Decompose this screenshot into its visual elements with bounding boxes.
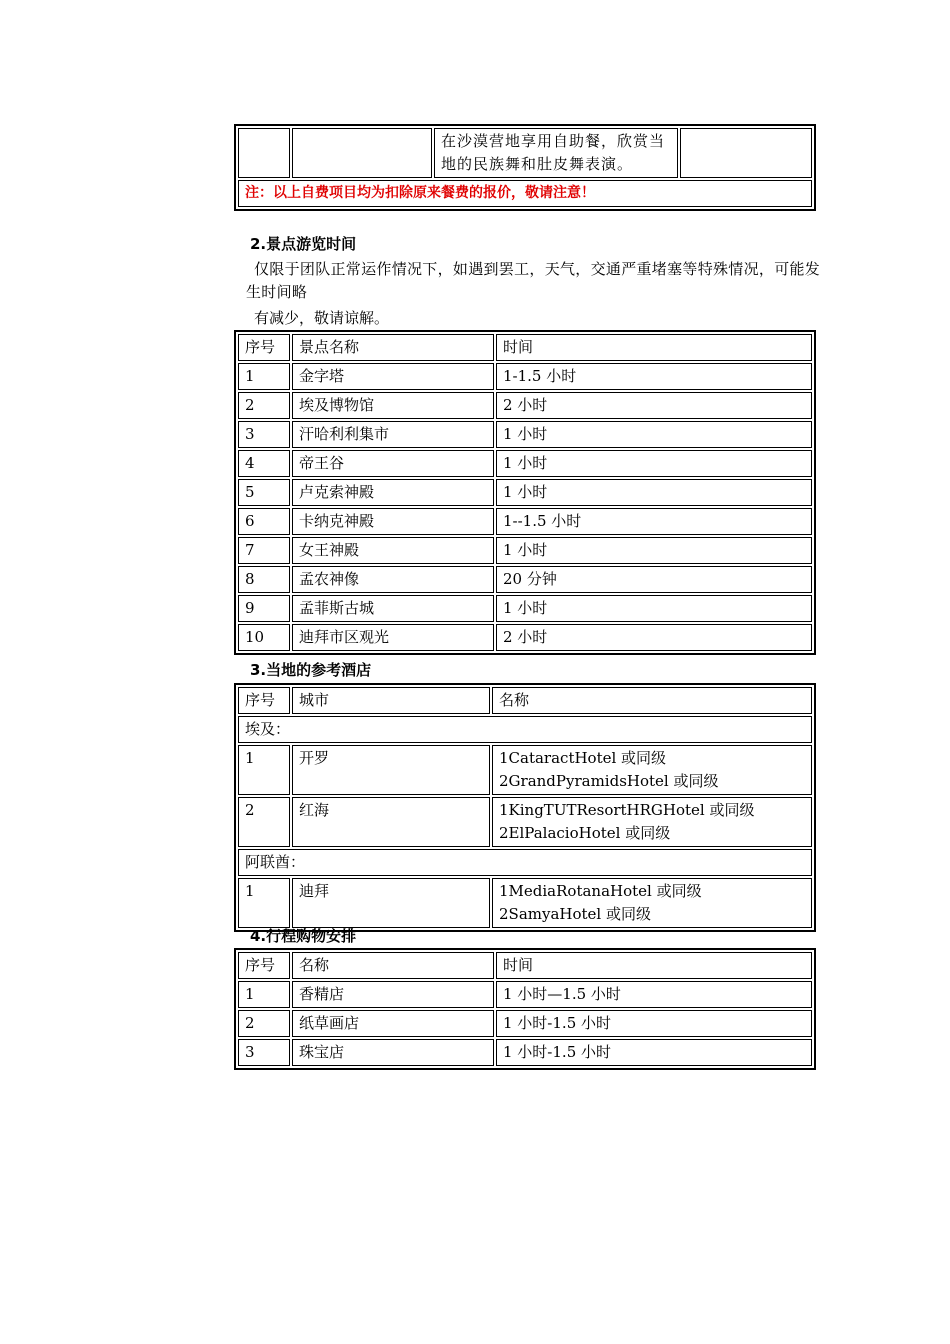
row-time: 1 小时-1.5 小时 bbox=[496, 1039, 812, 1066]
row-hotels bbox=[492, 745, 812, 795]
table-row bbox=[238, 128, 812, 178]
table-row bbox=[238, 981, 812, 1008]
row-no: 9 bbox=[238, 595, 290, 622]
note-row bbox=[238, 180, 812, 207]
row-no: 4 bbox=[238, 450, 290, 477]
row-time: 1 小时—1.5 小时 bbox=[496, 981, 812, 1008]
row-name: 纸草画店 bbox=[292, 1010, 494, 1037]
row-name: 帝王谷 bbox=[292, 450, 494, 477]
table-row bbox=[238, 537, 812, 564]
row-no: 8 bbox=[238, 566, 290, 593]
header-name: 名称 bbox=[292, 952, 494, 979]
row-time: 1 小时 bbox=[496, 479, 812, 506]
table-row bbox=[238, 797, 812, 847]
row-no: 1 bbox=[238, 981, 290, 1008]
table-row bbox=[238, 479, 812, 506]
table-row bbox=[238, 392, 812, 419]
table-row bbox=[238, 508, 812, 535]
table-header-row bbox=[238, 687, 812, 714]
row-time: 2 小时 bbox=[496, 392, 812, 419]
hotels-table bbox=[234, 683, 816, 932]
row-hotels bbox=[492, 797, 812, 847]
row-time: 1 小时 bbox=[496, 595, 812, 622]
hotel-line: 2SamyaHotel 或同级 bbox=[499, 905, 651, 923]
header-no: 序号 bbox=[238, 952, 290, 979]
hotel-line: 2GrandPyramidsHotel 或同级 bbox=[499, 772, 719, 790]
table-row bbox=[238, 1010, 812, 1037]
section-title-hotels: 3.当地的参考酒店 bbox=[250, 661, 372, 679]
row-time: 1--1.5 小时 bbox=[496, 508, 812, 535]
table-row bbox=[238, 745, 812, 795]
hotel-line: 1MediaRotanaHotel 或同级 bbox=[499, 882, 702, 900]
row-city: 开罗 bbox=[292, 745, 490, 795]
row-name: 埃及博物馆 bbox=[292, 392, 494, 419]
group-label: 埃及： bbox=[238, 716, 812, 743]
row-no: 1 bbox=[238, 745, 290, 795]
row-no: 1 bbox=[238, 878, 290, 928]
row-time: 2 小时 bbox=[496, 624, 812, 651]
table-header-row bbox=[238, 334, 812, 361]
row-name: 汗哈利利集市 bbox=[292, 421, 494, 448]
row-name: 香精店 bbox=[292, 981, 494, 1008]
table-row bbox=[238, 878, 812, 928]
row-no: 10 bbox=[238, 624, 290, 651]
row-no: 2 bbox=[238, 1010, 290, 1037]
row-name: 孟菲斯古城 bbox=[292, 595, 494, 622]
row-name: 卡纳克神殿 bbox=[292, 508, 494, 535]
hotel-line: 2ElPalacioHotel 或同级 bbox=[499, 824, 671, 842]
row-name: 金字塔 bbox=[292, 363, 494, 390]
header-name: 景点名称 bbox=[292, 334, 494, 361]
table-cell bbox=[238, 128, 290, 178]
hotel-line: 1KingTUTResortHRGHotel 或同级 bbox=[499, 801, 755, 819]
group-label: 阿联酋： bbox=[238, 849, 812, 876]
table-row bbox=[238, 566, 812, 593]
shopping-table bbox=[234, 948, 816, 1070]
row-no: 2 bbox=[238, 392, 290, 419]
row-name: 女王神殿 bbox=[292, 537, 494, 564]
row-no: 2 bbox=[238, 797, 290, 847]
table-row bbox=[238, 595, 812, 622]
row-name: 孟农神像 bbox=[292, 566, 494, 593]
section-title-sightseeing: 2.景点游览时间 bbox=[250, 235, 357, 253]
row-hotels bbox=[492, 878, 812, 928]
row-city: 红海 bbox=[292, 797, 490, 847]
header-no: 序号 bbox=[238, 687, 290, 714]
row-name: 卢克索神殿 bbox=[292, 479, 494, 506]
sightseeing-note-line2: 有减少，敬请谅解。 bbox=[254, 309, 390, 327]
hotel-line: 1CataractHotel 或同级 bbox=[499, 749, 667, 767]
table-cell bbox=[680, 128, 812, 178]
row-time: 1 小时 bbox=[496, 537, 812, 564]
row-no: 3 bbox=[238, 1039, 290, 1066]
row-no: 6 bbox=[238, 508, 290, 535]
row-no: 5 bbox=[238, 479, 290, 506]
row-no: 1 bbox=[238, 363, 290, 390]
section-title-shopping: 4.行程购物安排 bbox=[250, 927, 357, 945]
table-row bbox=[238, 421, 812, 448]
row-no: 3 bbox=[238, 421, 290, 448]
row-name: 迪拜市区观光 bbox=[292, 624, 494, 651]
header-no: 序号 bbox=[238, 334, 290, 361]
activity-description: 在沙漠营地享用自助餐，欣赏当地的民族舞和肚皮舞表演。 bbox=[434, 128, 678, 178]
table-row bbox=[238, 624, 812, 651]
row-time: 20 分钟 bbox=[496, 566, 812, 593]
row-time: 1 小时-1.5 小时 bbox=[496, 1010, 812, 1037]
row-no: 7 bbox=[238, 537, 290, 564]
table-row bbox=[238, 450, 812, 477]
sightseeing-table bbox=[234, 330, 816, 655]
sightseeing-note-line1: 仅限于团队正常运作情况下，如遇到罢工，天气，交通严重堵塞等特殊情况，可能发生时间略 bbox=[246, 260, 821, 301]
table-cell bbox=[292, 128, 432, 178]
optional-items-table-continuation bbox=[234, 124, 816, 211]
row-time: 1 小时 bbox=[496, 450, 812, 477]
table-header-row bbox=[238, 952, 812, 979]
row-name: 珠宝店 bbox=[292, 1039, 494, 1066]
price-note: 注：以上自费项目均为扣除原来餐费的报价，敬请注意！ bbox=[238, 180, 812, 207]
header-hotel-name: 名称 bbox=[492, 687, 812, 714]
table-row bbox=[238, 1039, 812, 1066]
row-time: 1 小时 bbox=[496, 421, 812, 448]
row-city: 迪拜 bbox=[292, 878, 490, 928]
group-row-uae bbox=[238, 849, 812, 876]
table-row bbox=[238, 363, 812, 390]
header-time: 时间 bbox=[496, 334, 812, 361]
header-city: 城市 bbox=[292, 687, 490, 714]
group-row-egypt bbox=[238, 716, 812, 743]
row-time: 1-1.5 小时 bbox=[496, 363, 812, 390]
header-time: 时间 bbox=[496, 952, 812, 979]
